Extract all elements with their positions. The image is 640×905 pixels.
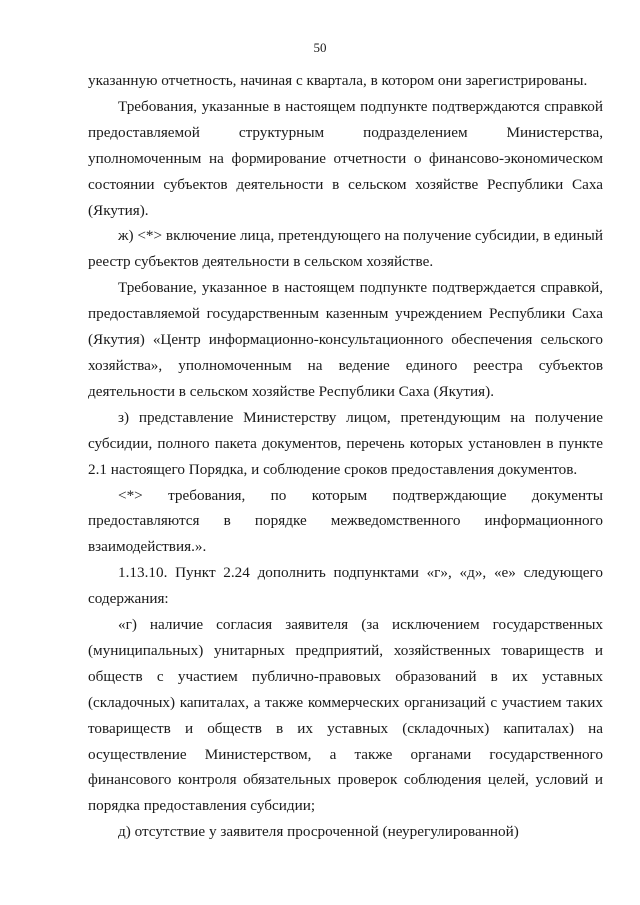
paragraph-item-1-13-10: 1.13.10. Пункт 2.24 дополнить подпунктами «г», «д», «е» следующего содержания:: [88, 564, 603, 608]
paragraph-reporting-period: указанную отчетность, начиная с квартала, в котором они зарегистрированы.: [88, 72, 588, 89]
paragraph-item-z: з) представление Министерству лицом, претендующим на получение субсидии, полного пакета документов, перечень которых установлен в пункте 2.1 настоящего Порядка, и соблюдение сроков предоставления документов.: [88, 408, 603, 478]
paragraph-item-d: д) отсутствие у заявителя просроченной (неурегулированной): [118, 823, 519, 841]
paragraph-item-zh: ж) <*> включение лица, претендующего на получение субсидии, в единый реестр субъектов деятельности в сельском хозяйстве.: [88, 227, 603, 271]
paragraph-footnote-interagency: <*> требования, по которым подтверждающие документы предоставляются в порядке межведомственного информационного взаимодействия.».: [88, 486, 603, 556]
page-number: 50: [313, 40, 327, 55]
paragraph-registry-certificate: Требование, указанное в настоящем подпункте подтверждается справкой, предоставляемой государственным казенным учреждением Республики Саха (Якутия) «Центр информационно-консультационного обеспечения сельского хозяйства», уполномоченным на ведение единого реестра субъектов деятельности в сельском хозяйстве Республики Саха (Якутия).: [88, 279, 603, 400]
paragraph-item-g: «г) наличие согласия заявителя (за исключением государственных (муниципальных) унитарных предприятий, хозяйственных товариществ и обществ с участием публично-правовых образований в их уставных (складочных) капиталах, а также коммерческих организаций с участием таких товариществ и обществ в их уставных (складочных) капиталах) на осуществление Министерством, а также органами государственного финансового контроля обязательных проверок соблюдения целей, условий и порядка предоставления субсидии;: [88, 616, 603, 815]
paragraph-requirements-certificate: Требования, указанные в настоящем подпункте подтверждаются справкой предоставляемой структурным подразделением Министерства, уполномоченным на формирование отчетности о финансово-экономическом состоянии субъектов деятельности в сельском хозяйстве Республики Саха (Якутия).: [88, 97, 603, 219]
document-body: [88, 68, 603, 845]
